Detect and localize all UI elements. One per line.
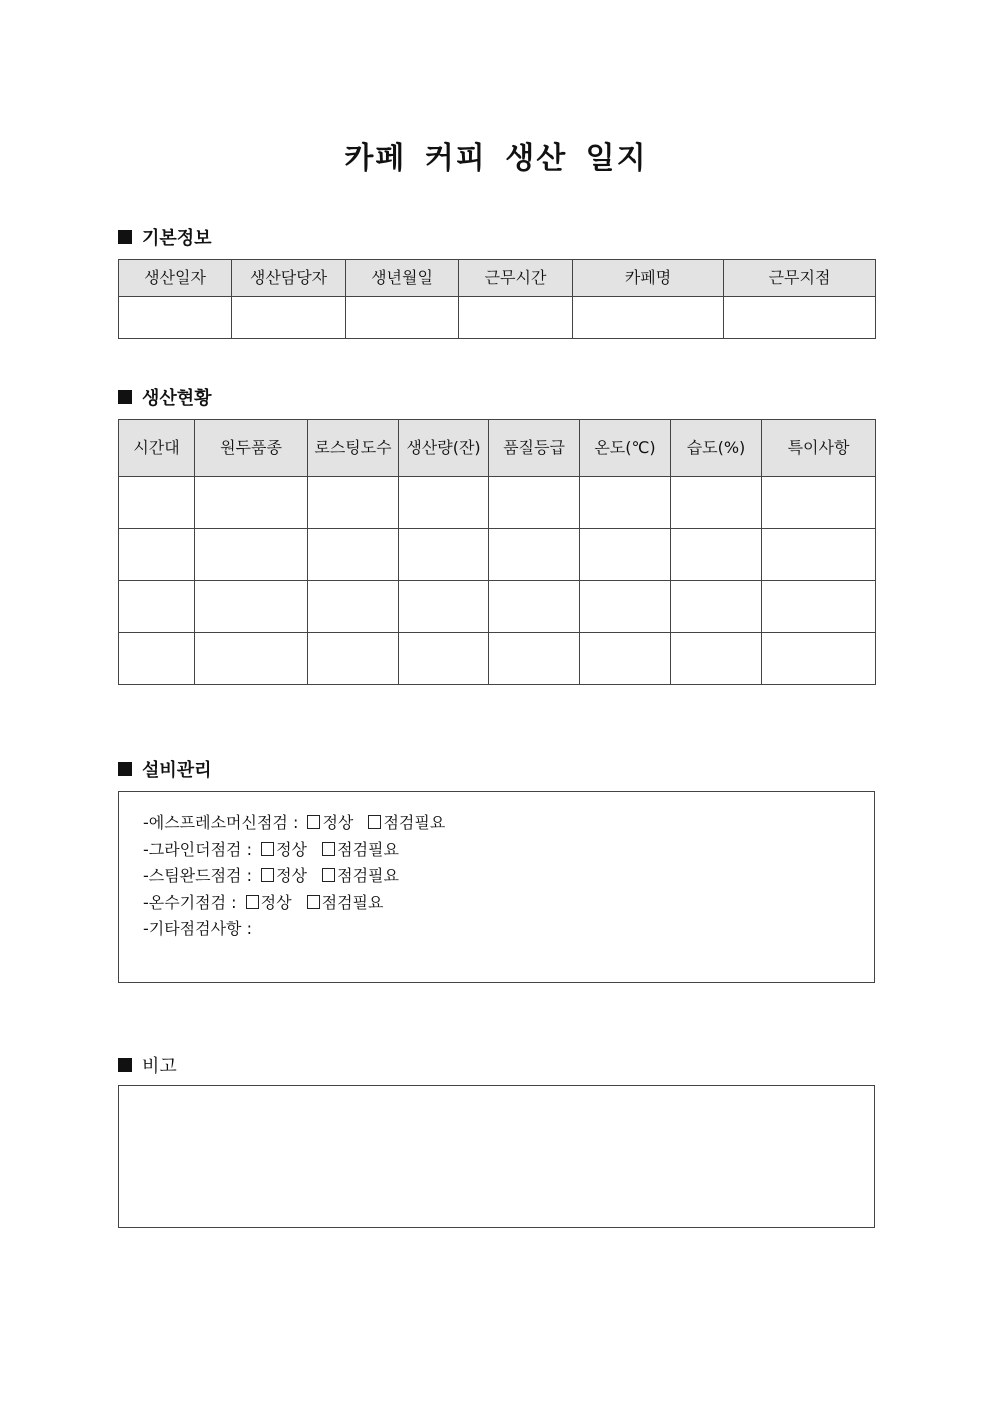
other-check-label: -기타점검사항 : bbox=[143, 919, 252, 938]
page-title: 카페 커피 생산 일지 bbox=[344, 141, 648, 176]
table-cell[interactable] bbox=[762, 633, 876, 685]
table-cell[interactable] bbox=[399, 581, 489, 633]
table-cell[interactable] bbox=[308, 477, 399, 529]
check-item-water-heater bbox=[143, 890, 874, 917]
header-humidity: 습도(%) bbox=[671, 420, 762, 477]
option-needs-check-label: 점검필요 bbox=[383, 813, 446, 832]
production-heading-label: 생산현황 bbox=[142, 388, 212, 409]
birthdate-cell[interactable] bbox=[346, 297, 459, 339]
header-production-date: 생산일자 bbox=[119, 260, 232, 297]
basic-info-header-row bbox=[119, 260, 876, 297]
table-cell[interactable] bbox=[195, 477, 308, 529]
checkbox-needs-check[interactable] bbox=[368, 815, 381, 829]
check-label: -스팀완드점검 : bbox=[143, 866, 252, 885]
square-bullet-icon bbox=[118, 762, 132, 776]
table-cell[interactable] bbox=[308, 581, 399, 633]
option-normal-label: 정상 bbox=[276, 839, 308, 859]
table-cell[interactable] bbox=[119, 477, 195, 529]
option-normal-label: 정상 bbox=[276, 866, 308, 885]
table-cell[interactable] bbox=[119, 581, 195, 633]
table-cell[interactable] bbox=[399, 633, 489, 685]
remarks-heading-label: 비고 bbox=[142, 1056, 177, 1077]
basic-info-heading-label: 기본정보 bbox=[142, 228, 212, 249]
option-needs-check-label: 점검필요 bbox=[337, 866, 399, 885]
table-cell[interactable] bbox=[671, 529, 762, 581]
check-item-grinder bbox=[143, 837, 874, 864]
production-table bbox=[118, 419, 876, 685]
checkbox-normal[interactable] bbox=[261, 868, 274, 882]
table-cell[interactable] bbox=[762, 581, 876, 633]
table-cell[interactable] bbox=[671, 633, 762, 685]
checkbox-needs-check[interactable] bbox=[322, 868, 335, 882]
branch-cell[interactable] bbox=[724, 297, 876, 339]
header-work-hours: 근무시간 bbox=[459, 260, 573, 297]
checkbox-needs-check[interactable] bbox=[307, 895, 320, 909]
header-cafe-name: 카페명 bbox=[573, 260, 724, 297]
header-quality-grade: 품질등급 bbox=[489, 420, 580, 477]
check-item-espresso bbox=[143, 810, 874, 837]
check-label: -온수기점검 : bbox=[143, 892, 237, 912]
table-cell[interactable] bbox=[195, 529, 308, 581]
equipment-box bbox=[118, 791, 875, 983]
checkbox-normal[interactable] bbox=[307, 815, 320, 829]
header-producer: 생산담당자 bbox=[232, 260, 346, 297]
table-cell[interactable] bbox=[308, 633, 399, 685]
table-cell[interactable] bbox=[119, 633, 195, 685]
table-cell[interactable] bbox=[489, 529, 580, 581]
option-needs-check-label: 점검필요 bbox=[321, 892, 384, 912]
table-cell[interactable] bbox=[762, 529, 876, 581]
table-cell[interactable] bbox=[308, 529, 399, 581]
option-normal-label: 정상 bbox=[260, 892, 292, 912]
basic-info-table bbox=[118, 259, 876, 339]
checkbox-needs-check[interactable] bbox=[322, 842, 335, 856]
table-cell[interactable] bbox=[671, 581, 762, 633]
basic-info-input-row bbox=[119, 297, 876, 339]
table-cell[interactable] bbox=[580, 633, 671, 685]
check-item-steam-wand bbox=[143, 863, 874, 890]
header-roast-level: 로스팅도수 bbox=[308, 420, 399, 477]
table-row bbox=[119, 477, 876, 529]
table-row bbox=[119, 581, 876, 633]
check-item-other bbox=[143, 916, 874, 943]
production-heading bbox=[118, 384, 212, 410]
work-hours-cell[interactable] bbox=[459, 297, 573, 339]
check-label: -에스프레소머신점검 : bbox=[143, 813, 299, 832]
header-bean-variety: 원두품종 bbox=[195, 420, 308, 477]
header-notes: 특이사항 bbox=[762, 420, 876, 477]
table-cell[interactable] bbox=[119, 529, 195, 581]
square-bullet-icon bbox=[118, 390, 132, 404]
table-row bbox=[119, 529, 876, 581]
checkbox-normal[interactable] bbox=[246, 895, 259, 909]
option-needs-check-label: 점검필요 bbox=[337, 839, 399, 859]
production-date-cell[interactable] bbox=[119, 297, 232, 339]
table-cell[interactable] bbox=[489, 477, 580, 529]
option-normal-label: 정상 bbox=[322, 813, 354, 832]
basic-info-heading bbox=[118, 224, 212, 250]
table-cell[interactable] bbox=[580, 529, 671, 581]
equipment-heading-label: 설비관리 bbox=[142, 760, 212, 781]
table-cell[interactable] bbox=[762, 477, 876, 529]
remarks-box[interactable] bbox=[118, 1085, 875, 1228]
remarks-heading bbox=[118, 1052, 177, 1078]
square-bullet-icon bbox=[118, 230, 132, 244]
equipment-check-list bbox=[119, 792, 874, 943]
header-birthdate: 생년월일 bbox=[346, 260, 459, 297]
table-cell[interactable] bbox=[580, 581, 671, 633]
header-time-slot: 시간대 bbox=[119, 420, 195, 477]
table-cell[interactable] bbox=[580, 477, 671, 529]
square-bullet-icon bbox=[118, 1058, 132, 1072]
table-cell[interactable] bbox=[399, 477, 489, 529]
table-cell[interactable] bbox=[399, 529, 489, 581]
header-branch: 근무지점 bbox=[724, 260, 876, 297]
table-cell[interactable] bbox=[489, 581, 580, 633]
header-temperature: 온도(℃) bbox=[580, 420, 671, 477]
producer-cell[interactable] bbox=[232, 297, 346, 339]
check-label: -그라인더점검 : bbox=[143, 839, 252, 859]
header-output-cups: 생산량(잔) bbox=[399, 420, 489, 477]
table-cell[interactable] bbox=[671, 477, 762, 529]
production-header-row bbox=[119, 420, 876, 477]
equipment-heading bbox=[118, 756, 212, 782]
table-cell[interactable] bbox=[195, 633, 308, 685]
table-cell[interactable] bbox=[489, 633, 580, 685]
checkbox-normal[interactable] bbox=[261, 842, 274, 856]
cafe-name-cell[interactable] bbox=[573, 297, 724, 339]
table-row bbox=[119, 633, 876, 685]
table-cell[interactable] bbox=[195, 581, 308, 633]
